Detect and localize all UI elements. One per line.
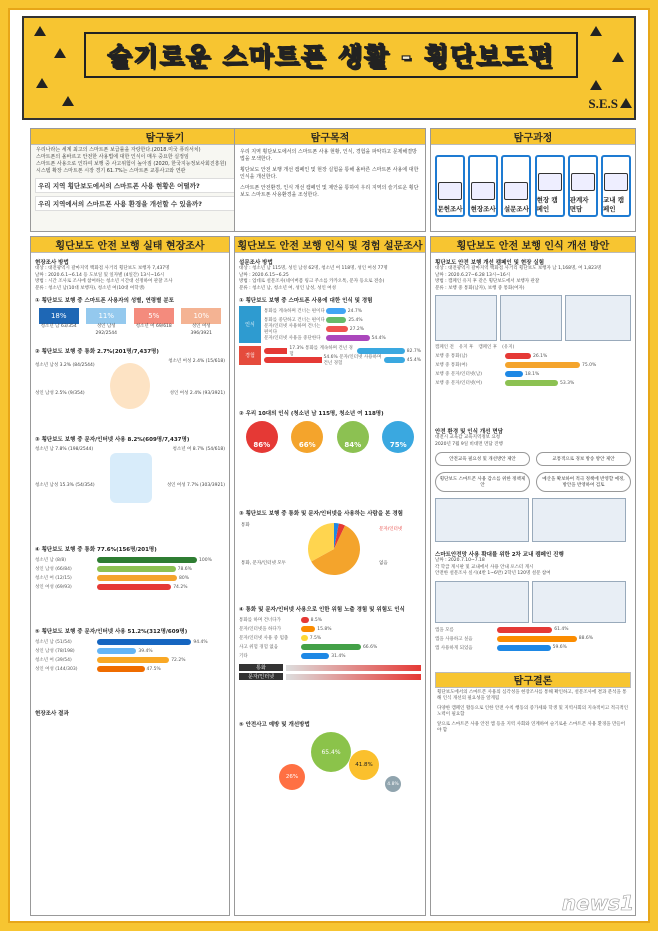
witness-pie-chart — [239, 517, 421, 579]
stat-circle: 84% — [337, 421, 369, 453]
section-heading: ④ 횡단보도 보행 중 통화 77.6%(156명/201명) — [35, 547, 157, 553]
method-line: 날짜 : 2020.6.1~6.14 등 도보일 및 일자별 (4일간) 13시~16시 — [35, 272, 165, 278]
bar — [301, 617, 309, 623]
chart-row-label: 보행 중 통화(여) — [435, 363, 468, 368]
bar-row — [264, 334, 421, 342]
bar — [301, 644, 361, 650]
stat-label: 청소년 남 7.8% (198/2544) — [35, 447, 94, 452]
bar-row — [264, 325, 421, 333]
bar — [97, 584, 171, 590]
awareness-bar-chart — [261, 306, 421, 343]
speech-bubble: 예산을 확보하여 적극 정책에 반영할 예정, 방안을 반영하여 검토 — [536, 472, 631, 492]
bar-label: 청소년 여 (12/15) — [35, 576, 72, 581]
chart-value: 18.1% — [525, 371, 540, 377]
method-line: 방법 : 시간 조사로 조사에 참여하는 청소년 시간대 선정하여 관찰 조사 — [35, 279, 173, 284]
section-heading: ④ 통화 및 문자/인터넷 사용으로 인한 위험 노출 경험 및 위험도 인식 — [239, 607, 405, 613]
method-line: 안전한 설문조사 실시(4반 1~6반) 2학년 120명 설문 참여 — [435, 571, 551, 576]
legend-item: 캠페인 후 — [478, 345, 498, 350]
bar-value: 72.2% — [171, 657, 186, 663]
method-line: 대상 : 대전광역시 갈마지역 백화점 사거리 횡단보도 보행자 7,437명 — [35, 266, 170, 271]
bar-label: 통화를 하며 건너다가 — [239, 618, 281, 623]
method-line: 방법 : 업데로 설문조사(네이버폼 링크 주소를 카카오톡, 문자 등으로 전송) — [239, 279, 385, 284]
stat-block: 11% — [86, 308, 126, 324]
campaign-photo — [565, 295, 631, 341]
risk-row-label: 통화 — [239, 664, 283, 671]
process-step-school: 교내 캠페인 — [601, 155, 631, 217]
bar-label: 앱 사용하게 되었음 — [435, 645, 473, 651]
stat-label: 청소년 여성 2.4% (15/618) — [168, 359, 225, 364]
phone-icon — [110, 453, 152, 503]
bar-row — [35, 556, 225, 564]
bar-label: 사고 위험 경험 없음 — [239, 645, 279, 650]
campaign-effect-chart — [435, 352, 631, 387]
method-line: 2020년 7월 9일 비대면 면담 진행 — [435, 441, 503, 447]
bar-label: 문자/인터넷을 하다가 — [239, 627, 282, 632]
bar-value: 94.4% — [193, 639, 208, 645]
bubble: 26% — [279, 764, 305, 790]
section-heading: 안전 환경 및 인식 개선 면담 — [435, 429, 504, 435]
book-icon — [438, 182, 462, 200]
process-step-literature: 문헌조사 — [435, 155, 465, 217]
bar — [497, 636, 577, 642]
camera-icon — [471, 182, 495, 200]
purpose-bullet: 스마트폰 안전환경, 인식 개선 캠페인 및 제안을 통하여 우리 지역의 슬기로운 횡단보도 스마트폰 사용환경을 조성한다. — [240, 185, 419, 198]
chart-row-label: 보행 중 문자/인터넷(남) — [435, 372, 483, 377]
stat-label: 청소년 남 63/354 — [40, 324, 77, 329]
bar-row — [239, 652, 421, 660]
bar-row — [435, 644, 631, 652]
section-heading: ⑤ 횡단보도 보행 중 문자/인터넷 사용 51.2%(312명/609명) — [35, 629, 188, 635]
bar-label: 청소년 남 (8/8) — [35, 558, 67, 563]
text-illustration — [35, 443, 225, 513]
section-heading: ① 횡단보도 보행 중 스마트폰 사용에 대한 인식 및 경험 — [239, 298, 373, 304]
bar-value: 8.5% — [310, 617, 323, 623]
interview-photo — [435, 498, 529, 542]
purpose-title: 탐구목적 — [235, 129, 425, 145]
stat-label: 성인 남성 292/2544 — [95, 324, 118, 336]
bar-label: 성인 남성 (78/198) — [35, 649, 75, 654]
motive-bullet: 스마트폰 사용으로 인하여 보행 중 사고위험이 높아짐 (2020, 한국지능정보사회진흥원) — [36, 161, 227, 167]
bar-value: 66.6% — [362, 644, 378, 650]
bar — [97, 575, 177, 581]
bar-row — [264, 307, 421, 315]
bar-value: 59.6% — [552, 645, 567, 650]
stat-label: 청소년 남성 3.2% (84/2544) — [35, 363, 95, 368]
legend-item: 캠페인 전 — [435, 345, 454, 350]
school-campaign-photo — [532, 581, 626, 623]
bar-value: 47.5% — [146, 666, 161, 672]
conclusion-line: 앞으로 스마트폰 사용 안전 앱 등을 지역 사회와 연계하여 슬기로운 스마트폰 사용 환경을 만들어야 함 — [437, 721, 626, 733]
method-line: 대상 : 대전광역시 갈마지역 백화점 사거리 횡단보도 보행자 남 1,168명, 여 1,823명 — [435, 266, 602, 271]
bar-label: 성인 여성 (69/93) — [35, 585, 72, 590]
bar-value: 27.2% — [349, 326, 365, 332]
bar-label: 청소년 여 (39/54) — [35, 658, 72, 663]
bar-value: 25.4% — [348, 317, 363, 323]
bar-value: 80% — [179, 575, 190, 581]
motive-title: 탐구동기 — [31, 129, 299, 145]
motive-bullet: 우리나라는 세계 최고의 스마트폰 보급률을 자랑한다.(2018.미국 퓨리서치) — [36, 147, 201, 153]
stat-label: 성인 여성 7.7% (303/3921) — [166, 483, 225, 488]
pie-legend-both: 통화, 문자/인터넷 모두 — [241, 561, 286, 566]
section-heading: ③ 횡단보도 보행 중 통화 및 문자/인터넷을 사용하는 사람을 본 경험 — [239, 511, 403, 517]
bar-value: 54.4% — [371, 335, 386, 341]
section-heading: 횡단보도 안전 보행 개선 캠페인 및 현장 실험 — [435, 260, 545, 266]
purpose-bullet: 횡단보도 안전 보행 개선 캠페인 및 현장 실험을 통해 올바른 스마트폰 사용에 대한 인식을 개선한다. — [240, 167, 419, 180]
bar — [497, 645, 551, 651]
bar-label: 앱을 사용하고 싶음 — [435, 636, 473, 642]
column-title: 횡단보도 안전 보행 인식 및 경험 설문조사 — [235, 237, 425, 253]
pie-svg — [299, 519, 369, 579]
bar — [97, 648, 136, 654]
method-line: 방법 : 캠페인 유지 후 같은 횡단보도에서 보행자 관찰 — [435, 279, 540, 284]
bar-row — [35, 665, 225, 673]
bar-value: 31.4% — [331, 653, 346, 659]
bar-label: 통화를 중단하고 건너는 편이다 — [264, 318, 325, 323]
interview-photo — [532, 498, 626, 542]
bar-label: 청소년 남 (51/54) — [35, 640, 72, 645]
legend-item: 유지 후 — [458, 345, 474, 350]
bar — [301, 626, 315, 632]
conclusion-line: 횡단보도에서의 스마트폰 사용의 심각성을 현장조사를 통해 확인하고, 설문조사에 결과 분석을 통해 인식 개선의 필요성을 알게됨 — [437, 689, 627, 701]
section-heading: ③ 횡단보도 보행 중 문자/인터넷 사용 8.2%(609명/7,437명) — [35, 437, 190, 443]
bar — [326, 335, 370, 341]
bar-label: 통화를 계속하며 건너는 편이다 — [264, 309, 325, 314]
field-survey-column — [30, 236, 230, 916]
process-box — [430, 128, 636, 232]
exp-label: 54.6% 문자/인터넷 사용하며 건넌 경험 — [323, 355, 382, 366]
bubble: 65.4% — [311, 732, 351, 772]
stat-circle: 66% — [291, 421, 323, 453]
bar-label: 성인 여성 (144/303) — [35, 667, 78, 672]
column-title: 횡단보도 안전 보행 인식 개선 방안 — [431, 237, 635, 253]
exp-value: 45.4% — [406, 357, 421, 363]
speech-bubble: 교통적으로 경보 방송 방안 제안 — [536, 452, 631, 466]
call-bar-chart — [35, 556, 225, 591]
pie-legend-text: 문자/인터넷 — [379, 527, 403, 532]
megaphone-icon — [538, 173, 562, 191]
section-heading: ① 횡단보도 보행 중 스마트폰 사용자의 성별, 연령별 분포 — [35, 298, 174, 304]
motive-bullet: 시스템 확장 스마트폰 시장 경기 61.7%는 스마트폰 교통사고와 연관 — [36, 168, 186, 174]
bar-value: 7.5% — [309, 635, 322, 641]
pie-legend-call: 통화 — [241, 523, 250, 528]
bar — [301, 635, 308, 641]
school-icon — [604, 173, 628, 191]
bar — [97, 666, 145, 672]
bar-value: 78.6% — [177, 566, 192, 572]
chart-row-label: 보행 중 통화(남) — [435, 354, 468, 359]
method-line: 날짜 : 2020.7.10~7.18 — [435, 558, 485, 563]
poster-frame — [8, 8, 650, 923]
stat-label: 청소년 여 69/618 — [135, 324, 172, 329]
method-title: 현장조사 방법 — [35, 260, 69, 266]
purpose-bullet: 우리 지역 횡단보도에서의 스마트폰 사용 현황, 인식, 경험을 파악하고 문제해결방법을 모색한다. — [240, 149, 417, 162]
campaign-photo — [435, 295, 497, 341]
bar-value: 15.8% — [317, 626, 332, 632]
risk-row-label: 문자/인터넷 — [239, 673, 283, 680]
bar-value: 74.2% — [173, 584, 188, 590]
stat-block: 10% — [181, 308, 221, 324]
legend-item: (유지) — [502, 345, 515, 350]
chart-value: 53.3% — [560, 380, 575, 386]
method-line: 분류 : 보행 중 통화(남자), 보행 중 통화(여자) — [435, 285, 525, 291]
survey-icon — [504, 182, 528, 200]
column-title: 횡단보도 안전 보행 실태 현장조사 — [31, 237, 229, 253]
result-title: 현장조사 결과 — [35, 711, 69, 717]
speech-bubble: 횡단보도 스마트폰 사용 감소를 위한 정책제안 — [435, 472, 530, 492]
method-line: 분류 : 청소년 남(10대 보행자), 청소년 여(10대 여학생) — [35, 285, 145, 291]
bar — [97, 639, 191, 645]
text-bar-chart — [35, 638, 225, 673]
experience-row — [264, 356, 421, 364]
process-step-campaign: 현장 캠페인 — [535, 155, 565, 217]
bar-row — [435, 626, 631, 634]
risk-scale — [239, 664, 421, 680]
improvement-column — [430, 236, 636, 916]
bar-label: 문자/인터넷 사용을 중단한다 — [264, 336, 321, 341]
survey-column — [234, 236, 426, 916]
bar-label: 문자/인터넷 사용 중 멈춤 — [239, 636, 289, 641]
call-illustration — [35, 355, 225, 417]
bar-row — [35, 565, 225, 573]
stat-block: 5% — [134, 308, 174, 324]
bar — [497, 627, 552, 633]
bar-label: 성인 남성 (66/84) — [35, 567, 72, 572]
person-icon — [110, 363, 150, 409]
bar — [326, 326, 348, 332]
stat-label: 성인 여성 2.4% (93/3921) — [169, 391, 225, 396]
bar-row — [239, 616, 421, 624]
tag-awareness: 인식 — [239, 306, 261, 343]
motive-bullet: 스마트폰의 올바르고 안전한 사용법에 대한 인식이 매우 중요한 실정임 — [36, 154, 189, 160]
bar-label: 문자/인터넷 사용하며 건너는 편이다 — [264, 324, 321, 335]
chart-value: 75.0% — [582, 362, 597, 368]
section-heading: ② 횡단보도 보행 중 통화 2.7%(201명/7,437명) — [35, 349, 159, 355]
bar-label: 기타 — [239, 654, 248, 659]
method-line: 대전시 교육감 교육지역정보 요청 — [435, 435, 501, 440]
process-step-field: 현장조사 — [468, 155, 498, 217]
bar-value: 61.4% — [554, 627, 569, 632]
bar-row — [35, 583, 225, 591]
bar — [326, 317, 346, 323]
team-name: S.E.S — [588, 96, 618, 111]
motive-question-2: 우리 지역에서의 스마트폰 사용 환경을 개선할 수 있을까? — [35, 196, 295, 211]
motive-question-1: 우리 지역 횡단보도에서의 스마트폰 사용 현황은 어떨까? — [35, 178, 295, 193]
experience-bar-chart — [261, 346, 421, 365]
exp-bar-yes — [264, 357, 322, 363]
school-campaign-photo — [435, 581, 529, 623]
section-heading: ② 우리 10대의 인식 (청소년 남 115명, 청소년 여 118명) — [239, 411, 384, 417]
exp-bar-yes — [264, 348, 287, 354]
prevention-chart — [239, 728, 421, 808]
header-banner — [22, 16, 636, 120]
process-title: 탐구과정 — [431, 129, 635, 145]
method-line: 날짜 : 2020.6.27~6.28 13시~16시 — [435, 272, 511, 278]
stat-label: 청소년 여 8.7% (54/618) — [172, 447, 225, 452]
section-heading: ⑤ 안전사고 예방 및 개선방법 — [239, 722, 310, 728]
bar-row — [239, 643, 421, 651]
method-line: 각 학급 게시판 및 교내에서 사용 안내 포스터 게시 — [435, 564, 534, 570]
bar-row — [435, 635, 631, 643]
conclusion-line: 다양한 캠페인 활동으로 인한 안전 수칙 행동의 증가세와 학생 및 지역사회의 지속적이고 적극적인 노력이 필요함 — [437, 705, 629, 717]
stat-circle: 75% — [382, 421, 414, 453]
app-usage-chart — [435, 626, 631, 652]
bar-value: 39.4% — [138, 648, 153, 654]
exp-label: 17.3% 통화를 계속하며 건넌 경험 — [289, 346, 353, 357]
stat-circle: 86% — [246, 421, 278, 453]
risk-bar-chart — [239, 616, 421, 660]
exp-bar-no — [384, 357, 404, 363]
pie-legend-none: 없음 — [379, 561, 388, 566]
chart-value: 26.1% — [533, 353, 548, 359]
watermark: news1 — [561, 891, 634, 915]
title-band — [84, 32, 578, 78]
bar — [97, 657, 169, 663]
bar — [301, 653, 329, 659]
speech-bubble: 안전교육 필요성 및 개선방안 제안 — [435, 452, 530, 466]
method-line: 대상 : 청소년 남 115명, 성인 남성 62명, 청소년 여 118명, 성인 여성 77명 — [239, 266, 388, 271]
bar-value: 24.7% — [347, 308, 363, 314]
tag-experience: 경험 — [239, 346, 261, 365]
method-line: 날짜 : 2020.6.15~6.25 — [239, 272, 289, 278]
stat-label: 청소년 남성 15.3% (54/354) — [35, 483, 95, 488]
purpose-box — [234, 128, 426, 232]
process-step-survey: 설문조사 — [501, 155, 531, 217]
bar — [97, 566, 176, 572]
conclusion-title: 탐구결론 — [435, 672, 631, 688]
method-line: 분류 : 청소년 남, 청소년 여, 성인 남성, 성인 여성 — [239, 285, 336, 291]
chart-row-label: 보행 중 문자/인터넷(여) — [435, 381, 483, 386]
bar-label: 앱을 모름 — [435, 627, 454, 633]
campaign-photo — [500, 295, 562, 341]
bar-row — [35, 656, 225, 664]
bar — [326, 308, 346, 314]
bar-row — [239, 634, 421, 642]
page-title: 슬기로운 스마트폰 생활 - 횡단보도편 — [107, 42, 555, 71]
section-heading: 스마트안전망 사용 확대를 위한 2차 교내 캠페인 진행 — [435, 552, 564, 558]
bubble: 4.8% — [385, 776, 401, 792]
bar-row — [35, 647, 225, 655]
exp-value: 82.7% — [406, 348, 422, 354]
stat-label: 성인 여성 396/3921 — [190, 324, 213, 336]
bar-row — [35, 638, 225, 646]
stat-label: 성인 남성 2.5% (9/354) — [35, 391, 85, 396]
meeting-icon — [571, 173, 595, 191]
bar-row — [35, 574, 225, 582]
bar — [97, 557, 197, 563]
method-title: 설문조사 방법 — [239, 260, 273, 266]
bar-value: 100% — [199, 557, 212, 563]
bubble: 41.8% — [349, 750, 379, 780]
bar-row — [239, 625, 421, 633]
stat-block: 18% — [39, 308, 79, 324]
bar-value: 88.6% — [578, 636, 594, 641]
process-step-interview: 관계자 면담 — [568, 155, 598, 217]
